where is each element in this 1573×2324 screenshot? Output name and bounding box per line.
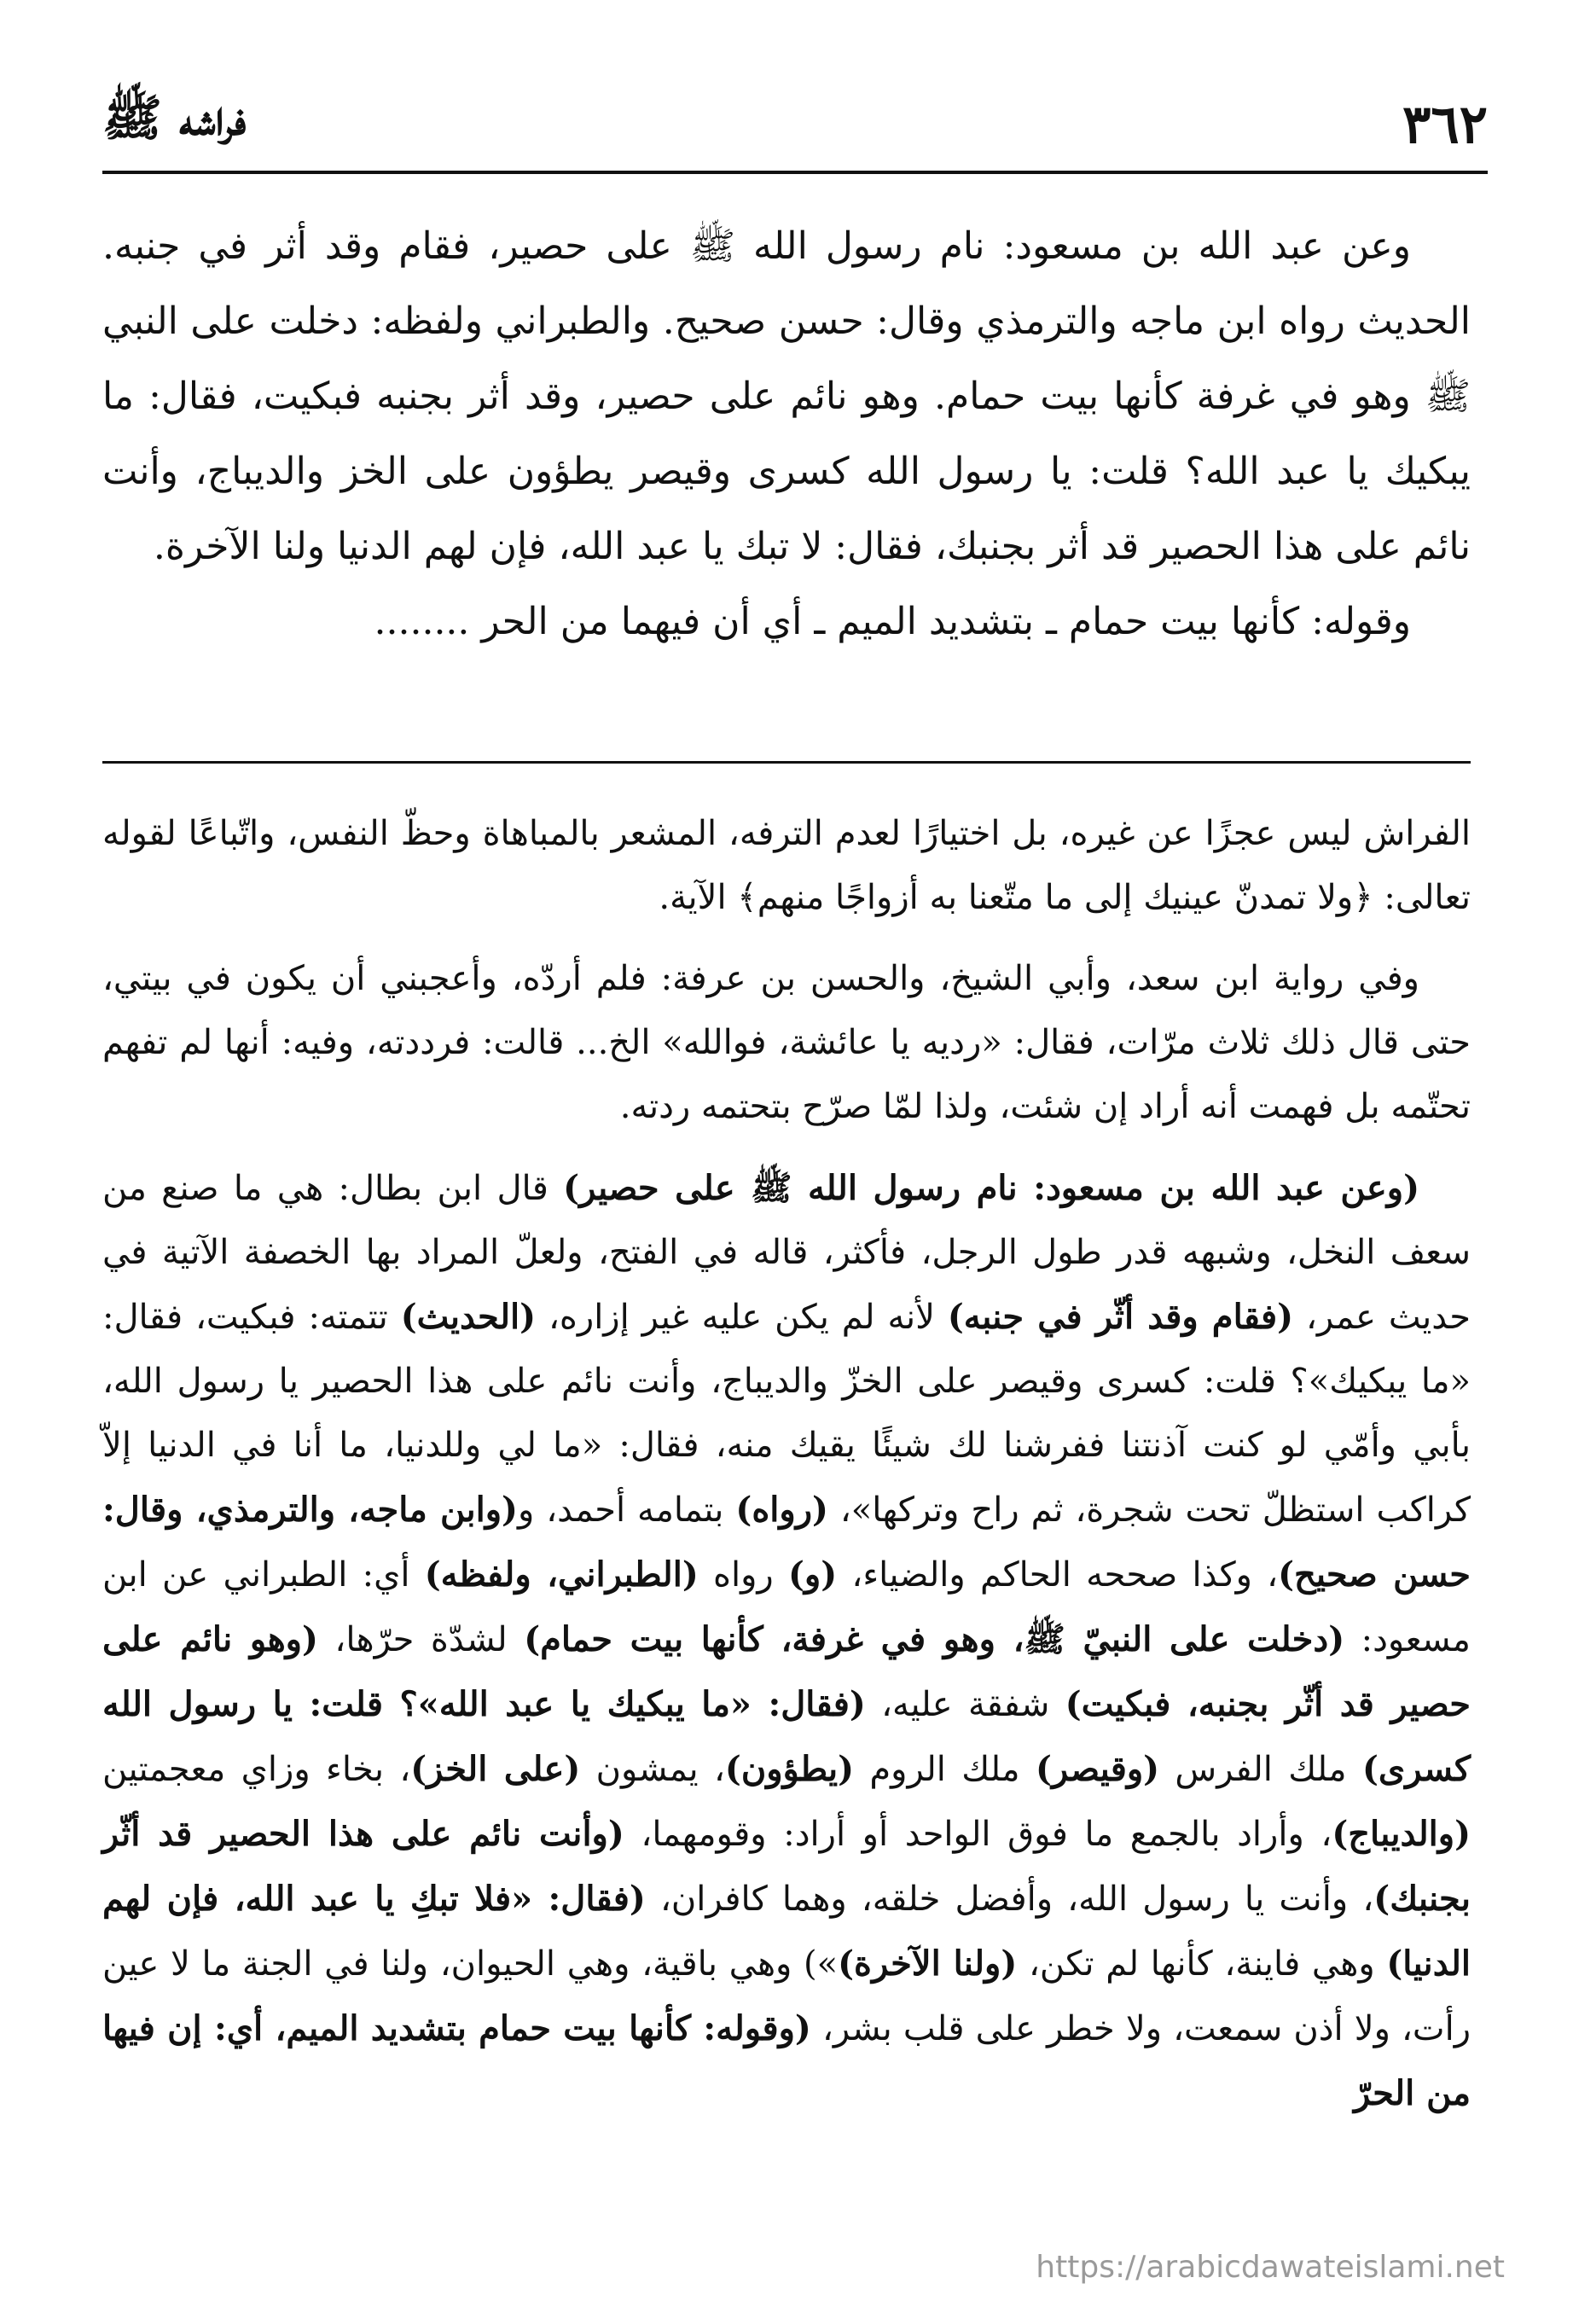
commentary-bold: (على الخز) <box>410 1749 581 1789</box>
commentary-text: أي: الطبراني عن ابن مسعود: <box>102 1555 1471 1659</box>
main-paragraph-1: وعن عبد الله بن مسعود: نام رسول الله ﷺ على حصير، فقام وقد أثر في جنبه. الحديث رواه ابن ماجه والترمذي وقال: حسن صحيح. والطبراني ولفظه: دخلت على النبي ﷺ وهو في غرفة كأنها بيت حمام. وهو نائم على حصير، وقد أثر بجنبه فبكيت، فقال: ما يبكيك يا عبد الله؟ قلت: يا رسول الله كسرى وقيصر يطؤون على الخز والديباج، وأنت نائم على هذا الحصير قد أثر بجنبك، فقال: لا تبك يا عبد الله، فإن لهم الدنيا ولنا الآخرة. <box>102 224 1471 568</box>
main-paragraph-2: وقوله: كأنها بيت حمام ـ بتشديد الميم ـ أي أن فيهما من الحر ........ <box>374 600 1411 643</box>
commentary-bold: (دخلت على النبيّ ﷺ، وهو في غرفة، كأنها بيت حمام) <box>524 1619 1345 1659</box>
commentary-text: ») وهي باقية، وهي الحيوان، ولنا في الجنة ما لا عين رأت، ولا أذن سمعت، ولا خطر على قلب بشر، <box>102 1944 1471 2048</box>
commentary-text: رواه <box>698 1555 788 1595</box>
section-divider <box>102 761 1471 764</box>
commentary-bold: (وابن ماجه، والترمذي، وقال: حسن صحيح) <box>102 1490 1471 1595</box>
commentary-text: ، يمشون <box>580 1750 725 1789</box>
commentary-text: ، وكذا صححه الحاكم والضياء، <box>837 1555 1279 1595</box>
commentary-bold: (فقال: «فلا تبكِ يا عبد الله، فإن لهم الدنيا) <box>102 1879 1471 1984</box>
commentary-bold: (وهو نائم على حصير قد أثّر بجنبه، فبكيت) <box>102 1619 1471 1724</box>
commentary-bold: (فقام وقد أثّر في جنبه) <box>947 1297 1294 1337</box>
commentary-bold: (وقوله: كأنها بيت حمام بتشديد الميم، أي: إن فيها من الحرّ <box>102 2008 1471 2113</box>
commentary-text: بتمامه أحمد، و <box>517 1490 736 1530</box>
commentary-text: تتمته: فبكيت، فقال: «ما يبكيك»؟ قلت: كسرى وقيصر على الخزّ والديباج، وأنت نائم على هذا الحصير يا رسول الله، بأبي وأمّي لو كنت آذنتنا ففرشنا لك شيئًا يقيك منه، فقال: «ما لي وللدنيا، ما أنا في الدنيا إلاّ كراكب استظلّ تحت شجرة، ثم راح وتركها»، <box>102 1298 1471 1530</box>
commentary-bold: (الحديث) <box>400 1297 537 1337</box>
commentary-paragraph-2: وفي رواية ابن سعد، وأبي الشيخ، والحسن بن عرفة: فلم أردّه، وأعجبني أن يكون في بيتي، حتى قال ذلك ثلاث مرّات، فقال: «رديه يا عائشة، فوالله» الخ... قالت: فرددته، وفيه: أنها لم تفهم تحتّمه بل فهمت أنه أراد إن شئت، ولذا لمّا صرّح بتحتمه ردته. <box>102 959 1471 1126</box>
commentary-text: ، وأنت يا رسول الله، وأفضل خلقه، وهما كافران، <box>645 1880 1374 1919</box>
page-header <box>102 77 1488 174</box>
commentary-text: شفقة عليه، <box>865 1685 1065 1724</box>
commentary-text: لشدّة حرّها، <box>317 1620 525 1659</box>
commentary-bold: (وعن عبد الله بن مسعود: نام رسول الله ﷺ على حصير) <box>563 1168 1419 1208</box>
commentary-text: ملك الفرس <box>1159 1750 1362 1789</box>
commentary-text: ملك الروم <box>854 1750 1036 1789</box>
commentary-text: وهي فاينة، كأنها لم تكن، <box>1017 1944 1387 1984</box>
commentary-bold: (وقيصر) <box>1035 1749 1160 1789</box>
running-title: فراشه ﷺ <box>102 89 247 147</box>
commentary-text: لأنه لم يكن عليه غير إزاره، <box>536 1298 948 1337</box>
main-text <box>102 209 1471 659</box>
commentary-bold: (و) <box>788 1554 838 1595</box>
commentary-paragraph-1: الفراش ليس عجزًا عن غيره، بل اختيارًا لعدم الترفه، المشعر بالمباهاة وحظّ النفس، واتّباعًا لقوله تعالى: ﴿ولا تمدنّ عينيك إلى ما متّعنا به أزواجًا منهم﴾ الآية. <box>102 814 1471 917</box>
commentary-bold: (يطؤون) <box>724 1749 855 1789</box>
page-number: ٣٦٢ <box>1402 92 1488 155</box>
commentary-bold: (ولنا الآخرة) <box>838 1943 1018 1984</box>
commentary-text: ، بخاء وزاي معجمتين <box>102 1750 411 1789</box>
commentary-bold: (وأنت نائم على هذا الحصير قد أثّر بجنبك) <box>102 1814 1471 1919</box>
commentary-text: ، وأراد بالجمع ما فوق الواحد أو أراد: وقومهما، <box>624 1815 1332 1854</box>
commentary-bold: (الطبراني، ولفظه) <box>424 1554 699 1595</box>
commentary-bold: (والديباج) <box>1332 1814 1471 1854</box>
commentary-text: قال ابن بطال: هي ما صنع من سعف النخل، وشبهه قدر طول الرجل، فأكثر، قاله في الفتح، ولعلّ المراد بها الخصفة الآتية في حديث عمر، <box>102 1169 1471 1337</box>
watermark-url: https://arabicdawateislami.net <box>1036 2250 1505 2285</box>
commentary-bold: (فقال: «ما يبكيك يا عبد الله»؟ قلت: يا رسول الله كسرى) <box>102 1684 1471 1789</box>
commentary <box>102 802 1471 2143</box>
commentary-paragraph-3 <box>102 1156 1471 2126</box>
commentary-bold: (رواه) <box>735 1490 828 1530</box>
